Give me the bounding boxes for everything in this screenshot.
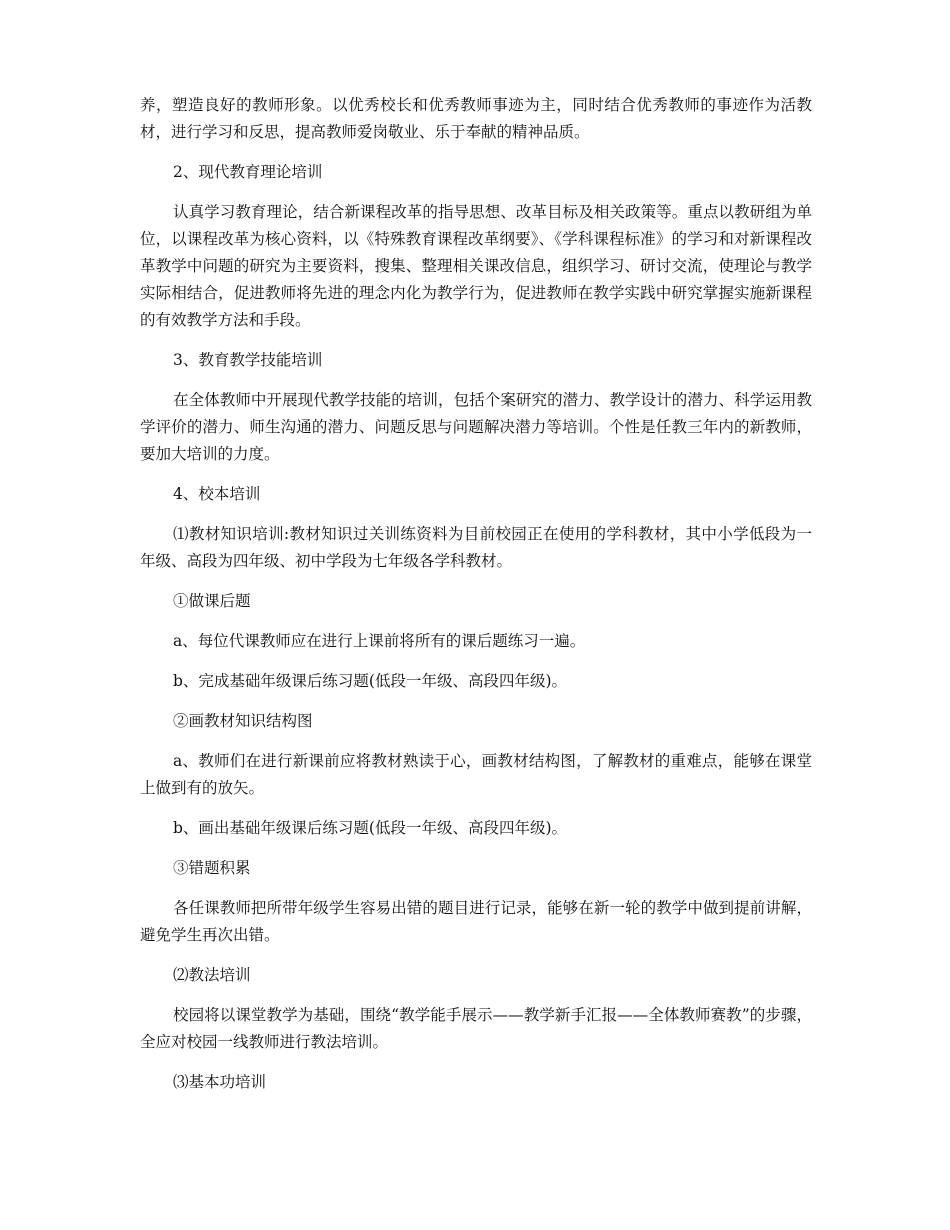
heading-error-accumulation: ③错题积累 — [173, 859, 251, 877]
heading-structure-diagram: ②画教材知识结构图 — [173, 712, 313, 730]
heading-after-class-exercises: ①做课后题 — [173, 592, 251, 610]
paragraph-theory-study: 认真学习教育理论，结合新课程改革的指导思想、改革目标及相关政策等。重点以教研组为单位，以课程改革为核心资料，以《特殊教育课程改革纲要》、《学科课程标准》的学习和对新课程改革教学中问题的研究为主要资料，搜集、整理相关课改信息，组织学习、研讨交流，使理论与教学实际相结合，促进教师将先进的理念内化为教学行为，促进教师在教学实践中研究掌握实施新课程的有效教学方法和手段。 — [140, 203, 812, 329]
list-item-a-exercises: a、每位代课教师应在进行上课前将所有的课后题练习一遍。 — [173, 632, 586, 650]
paragraph-textbook-knowledge: ⑴教材知识培训:教材知识过关训练资料为目前校园正在使用的学科教材，其中小学低段为一年级、高段为四年级、初中学段为七年级各学科教材。 — [140, 525, 812, 570]
paragraph-skills-training: 在全体教师中开展现代教学技能的培训，包括个案研究的潜力、教学设计的潜力、科学运用教学评价的潜力、师生沟通的潜力、问题反思与问题解决潜力等培训。个性是任教三年内的新教师，要加大培训的力度。 — [140, 391, 812, 463]
heading-school-based-training: 4、校本培训 — [173, 485, 261, 503]
heading-teaching-skills: 3、教育教学技能培训 — [173, 351, 323, 369]
list-item-b-exercises: b、完成基础年级课后练习题(低段一年级、高段四年级)。 — [173, 672, 568, 690]
heading-basic-skills: ⑶基本功培训 — [173, 1073, 267, 1091]
paragraph-error-accumulation: 各任课教师把所带年级学生容易出错的题目进行记录，能够在新一轮的教学中做到提前讲解，避免学生再次出错。 — [140, 899, 812, 944]
list-item-a-structure: a、教师们在进行新课前应将教材熟读于心，画教材结构图，了解教材的重难点，能够在课堂上做到有的放矢。 — [140, 752, 812, 797]
list-item-b-structure: b、画出基础年级课后练习题(低段一年级、高段四年级)。 — [173, 819, 568, 837]
document-page — [140, 92, 812, 1109]
paragraph-intro-continuation: 养，塑造良好的教师形象。以优秀校长和优秀教师事迹为主，同时结合优秀教师的事迹作为活教材，进行学习和反思，提高教师爱岗敬业、乐于奉献的精神品质。 — [140, 96, 812, 141]
heading-teaching-method: ⑵教法培训 — [173, 966, 251, 984]
paragraph-teaching-method: 校园将以课堂教学为基础，围绕“教学能手展示——教学新手汇报——全体教师赛教”的步骤，全应对校园一线教师进行教法培训。 — [140, 1006, 812, 1051]
heading-modern-education-theory: 2、现代教育理论培训 — [173, 163, 323, 181]
